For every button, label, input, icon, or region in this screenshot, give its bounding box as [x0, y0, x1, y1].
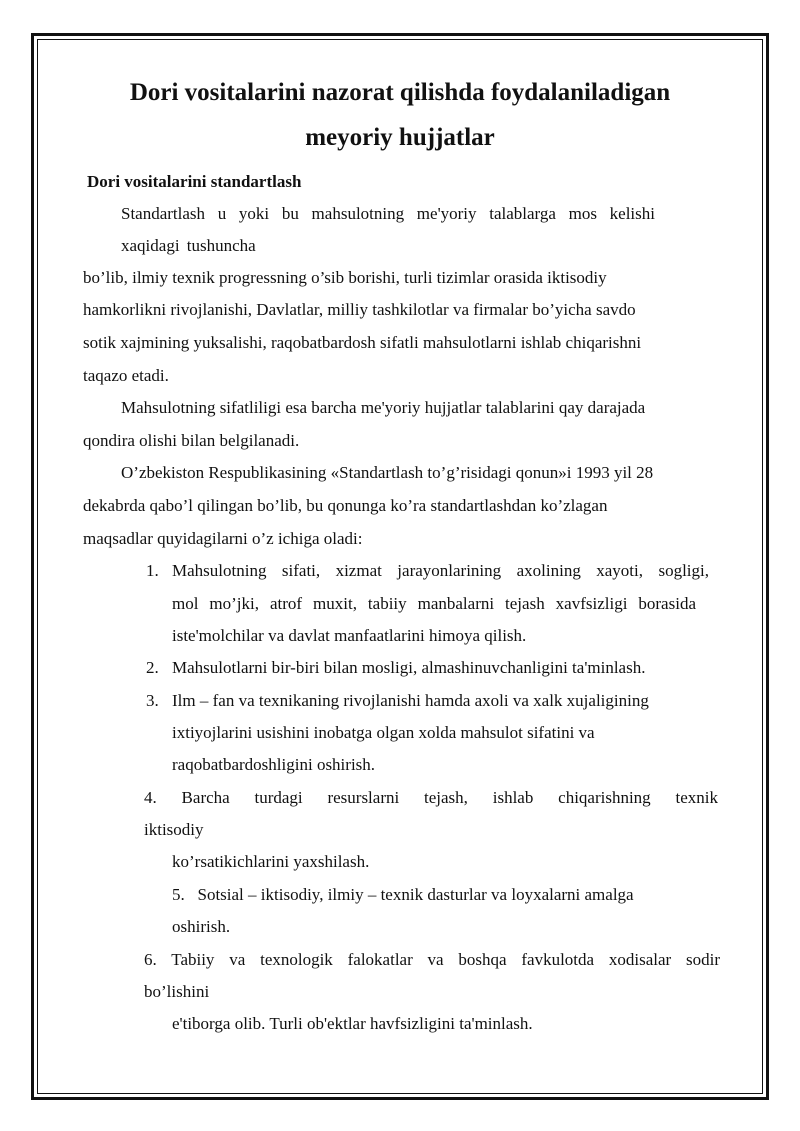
list-item-3-line-3: raqobatbardoshligini oshirish.: [172, 755, 376, 774]
list-item-1-line-1: Mahsulotning sifati, xizmat jarayonlarining axolining xayoti, sogligi,: [172, 561, 709, 580]
para2-line-1: Mahsulotning sifatliligi esa barcha me'yoriy hujjatlar talablarini qay darajada: [121, 398, 646, 417]
para1-line-5: sotik xajmining yuksalishi, raqobatbardosh sifatli mahsulotlarni ishlab chiqarishni: [83, 333, 642, 352]
list-item-3-number: 3.: [146, 691, 159, 710]
para3-line-1: O’zbekiston Respublikasining «Standartlash to’g’risidagi qonun»i 1993 yil 28: [121, 463, 654, 482]
list-item-2-line-1: Mahsulotlarni bir-biri bilan mosligi, almashinuvchanligini ta'minlash.: [172, 658, 646, 677]
para3-line-2: dekabrda qabo’l qilingan bo’lib, bu qonunga ko’ra standartlashdan ko’zlagan: [83, 496, 608, 515]
list-item-6-line-1: 6. Tabiiy va texnologik falokatlar va boshqa favkulotda xodisalar sodir: [144, 950, 720, 969]
para3-line-3: maqsadlar quyidagilarni o’z ichiga oladi:: [83, 529, 363, 548]
list-item-5-line-2: oshirish.: [172, 917, 231, 936]
list-item-1-line-2: mol mo’jki, atrof muxit, tabiiy manbalarni tejash xavfsizligi borasida: [172, 594, 696, 613]
list-item-6-line-2: bo’lishini: [144, 982, 210, 1001]
list-item-2-number: 2.: [146, 658, 159, 677]
section-heading: Dori vositalarini standartlash: [87, 172, 302, 191]
para1-line-6: taqazo etadi.: [83, 366, 169, 385]
document-title-line-2: meyoriy hujjatlar: [305, 124, 495, 151]
document-title-line-1: Dori vositalarini nazorat qilishda foydalaniladigan: [129, 79, 671, 106]
list-item-3-line-2: ixtiyojlarini usishini inobatga olgan xolda mahsulot sifatini va: [172, 723, 595, 742]
list-item-5-line-1: 5. Sotsial – iktisodiy, ilmiy – texnik dasturlar va loyxalarni amalga: [172, 885, 634, 904]
para1-line-3: bo’lib, ilmiy texnik progressning o’sib borishi, turli tizimlar orasida iktisodiy: [83, 268, 607, 287]
list-item-1-line-3: iste'molchilar va davlat manfaatlarini himoya qilish.: [172, 626, 527, 645]
list-item-4-line-3: ko’rsatikichlarini yaxshilash.: [172, 852, 370, 871]
list-item-4-line-2: iktisodiy: [144, 820, 204, 839]
list-item-6-line-3: e'tiborga olib. Turli ob'ektlar havfsizligini ta'minlash.: [172, 1014, 533, 1033]
para2-line-2: qondira olishi bilan belgilanadi.: [83, 431, 300, 450]
para1-line-1: Standartlash u yoki bu mahsulotning me'yoriy talablarga mos kelishi: [121, 204, 655, 223]
list-item-1-number: 1.: [146, 561, 159, 580]
list-item-3-line-1: Ilm – fan va texnikaning rivojlanishi hamda axoli va xalk xujaligining: [172, 691, 649, 710]
para1-line-4: hamkorlikni rivojlanishi, Davlatlar, milliy tashkilotlar va firmalar bo’yicha savdo: [83, 300, 636, 319]
para1-line-2: xaqidagi tushuncha: [121, 236, 256, 255]
list-item-4-line-1: 4. Barcha turdagi resurslarni tejash, ishlab chiqarishning texnik: [144, 788, 718, 807]
